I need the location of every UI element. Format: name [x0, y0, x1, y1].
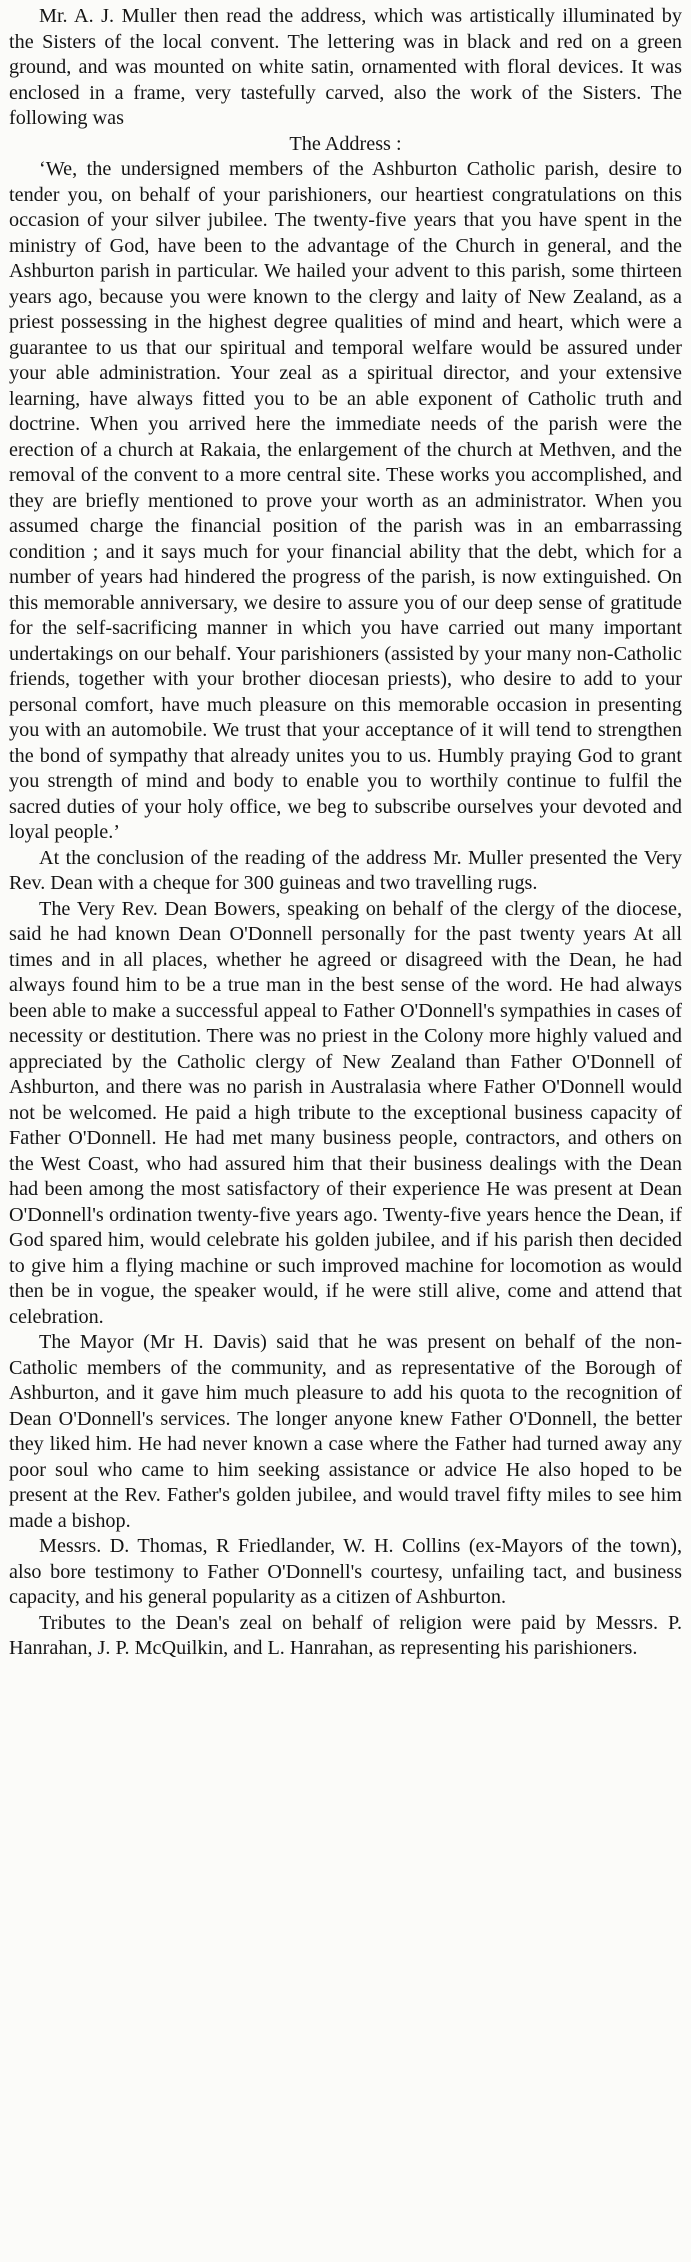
tributes-paragraph: Tributes to the Dean's zeal on behalf of religion were paid by Messrs. P. Hanrahan, J. P. McQuilkin, and L. Hanrahan, as representing his parishioners.	[9, 1611, 682, 1659]
ex-mayors-paragraph: Messrs. D. Thomas, R Friedlander, W. H. Collins (ex-Mayors of the town), also bore testimony to Father O'Donnell's courtesy, unfailing tact, and business capacity, and his general popularity as a citizen of Ashburton.	[9, 1535, 682, 1608]
intro-paragraph: Mr. A. J. Muller then read the address, which was artistically illuminated by the Sisters of the local convent. The lettering was in black and red on a green ground, and was mounted on white satin, ornamented with floral devices. It was enclosed in a frame, very tastefully carved, also the work of the Sisters. The following was	[9, 5, 682, 129]
dean-bowers-paragraph: The Very Rev. Dean Bowers, speaking on behalf of the clergy of the diocese, said he had known Dean O'Donnell personally for the past twenty years At all times and in all places, whether he agreed or disagreed with the Dean, he had always found him to be a true man in the best sense of the word. He had always been able to make a successful appeal to Father O'Donnell's sympathies in cases of necessity or destitution. There was no priest in the Colony more highly valued and appreciated by the Catholic clergy of New Zealand than Father O'Donnell of Ashburton, and there was no parish in Australasia where Father O'Donnell would not be welcomed. He paid a high tribute to the exceptional business capacity of Father O'Donnell. He had met many business people, contractors, and others on the West Coast, who had assured him that their business dealings with the Dean had been among the most satisfactory of their experience He was present at Dean O'Donnell's ordination twenty-five years ago. Twenty-five years hence the Dean, if God spared him, would celebrate his golden jubilee, and if his parish then decided to give him a flying machine or such improved machine for locomotion as would then be in vogue, the speaker would, if he were still alive, come and attend that celebration.	[9, 897, 682, 1328]
mayor-paragraph: The Mayor (Mr H. Davis) said that he was present on behalf of the non-Catholic members of the community, and as representative of the Borough of Ashburton, and it gave him much pleasure to add his quota to the recognition of Dean O'Donnell's services. The longer anyone knew Father O'Donnell, the better they liked him. He had never known a case where the Father had turned away any poor soul who came to him seeking assistance or advice He also hoped to be present at the Rev. Father's golden jubilee, and would travel fifty miles to see him made a bishop.	[9, 1331, 682, 1532]
address-heading: The Address :	[289, 132, 402, 155]
address-text: ‘We, the undersigned members of the Ashburton Catholic parish, desire to tender you, on behalf of your parishioners, our heartiest congratulations on this occasion of your silver jubilee. The twenty-five years that you have spent in the ministry of God, have been to the advantage of the Church in general, and the Ashburton parish in particular. We hailed your advent to this parish, some thirteen years ago, because you were known to the clergy and laity of New Zealand, as a priest possessing in the highest degree qualities of mind and heart, which were a guarantee to us that our spiritual and temporal welfare would be assured under your able administration. Your zeal as a spiritual director, and your extensive learning, have always fitted you to be an able exponent of Catholic truth and doctrine. When you arrived here the immediate needs of the parish were the erection of a church at Rakaia, the enlargement of the church at Methven, and the removal of the convent to a more central site. These works you accomplished, and they are briefly mentioned to prove your worth as an administrator. When you assumed charge the financial position of the parish was in an embarrassing condition ; and it says much for your financial ability that the debt, which for a number of years had hindered the progress of the parish, is now extinguished. On this memorable anniversary, we desire to assure you of our deep sense of gratitude for the self-sacrificing manner in which you have carried out many important undertakings on our behalf. Your parishioners (assisted by your many non-Catholic friends, together with your brother diocesan priests), who desire to add to your personal comfort, have much pleasure on this memorable occasion in presenting you with an automobile. We trust that your acceptance of it will tend to strengthen the bond of sympathy that already unites you to us. Humbly praying God to grant you strength of mind and body to enable you to worthily continue to fulfil the sacred duties of your holy office, we beg to subscribe ourselves your devoted and loyal people.’	[9, 158, 682, 843]
cheque-paragraph: At the conclusion of the reading of the address Mr. Muller presented the Very Rev. Dean with a cheque for 300 guineas and two travelling rugs.	[9, 846, 682, 894]
